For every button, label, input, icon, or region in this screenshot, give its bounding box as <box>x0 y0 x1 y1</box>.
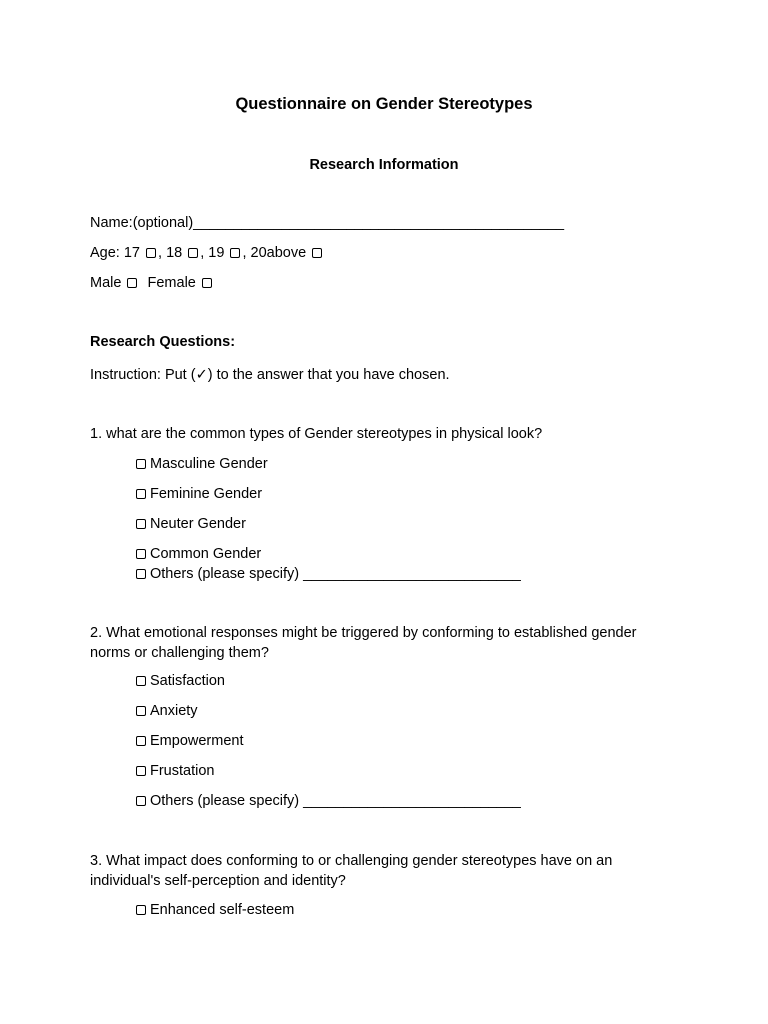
q1-option-3[interactable]: Neuter Gender <box>136 514 246 534</box>
q2-option-1[interactable]: Satisfaction <box>136 671 225 691</box>
q1-option-5[interactable]: Others (please specify) ___________________________ <box>136 564 521 584</box>
age-20above-checkbox[interactable] <box>312 248 322 258</box>
name-label: Name:(optional) <box>90 215 194 231</box>
checkbox-icon[interactable] <box>136 796 146 806</box>
age-17-checkbox[interactable] <box>146 248 156 258</box>
female-label: Female <box>147 275 196 291</box>
q1-option-1[interactable]: Masculine Gender <box>136 454 268 474</box>
age-19-label: , 19 <box>200 245 225 261</box>
male-checkbox[interactable] <box>127 278 137 288</box>
checkbox-icon[interactable] <box>136 766 146 776</box>
age-label: Age: 17 <box>90 245 140 261</box>
section-title-research-information: Research Information <box>309 157 459 173</box>
q1-option-4[interactable]: Common Gender <box>136 544 261 564</box>
checkbox-icon[interactable] <box>136 569 146 579</box>
female-checkbox[interactable] <box>202 278 212 288</box>
checkbox-icon[interactable] <box>136 706 146 716</box>
instruction-text: Instruction: Put (✓) to the answer that you have chosen. <box>90 367 450 383</box>
checkbox-icon[interactable] <box>136 736 146 746</box>
age-18-label: , 18 <box>158 245 183 261</box>
age-19-checkbox[interactable] <box>230 248 240 258</box>
male-label: Male <box>90 275 122 291</box>
age-20above-label: , 20above <box>242 245 307 261</box>
q2-option-4[interactable]: Frustation <box>136 761 214 781</box>
question-1-text: 1. what are the common types of Gender stereotypes in physical look? <box>90 426 543 442</box>
name-blank-line[interactable]: ______________________________________________ <box>193 215 565 231</box>
checkbox-icon[interactable] <box>136 459 146 469</box>
page-title: Questionnaire on Gender Stereotypes <box>235 95 533 113</box>
q2-option-5[interactable]: Others (please specify) ___________________________ <box>136 791 521 811</box>
checkbox-icon[interactable] <box>136 519 146 529</box>
research-questions-heading: Research Questions: <box>90 334 236 350</box>
checkbox-icon[interactable] <box>136 489 146 499</box>
q2-option-3[interactable]: Empowerment <box>136 731 243 751</box>
age-18-checkbox[interactable] <box>188 248 198 258</box>
checkbox-icon[interactable] <box>136 676 146 686</box>
gender-row <box>90 273 214 293</box>
q1-option-2[interactable]: Feminine Gender <box>136 484 262 504</box>
question-2-text: 2. What emotional responses might be triggered by conforming to established gender norms or challenging them? <box>90 625 637 661</box>
question-3-text: 3. What impact does conforming to or challenging gender stereotypes have on an individual's self-perception and identity? <box>90 853 613 889</box>
name-field-row <box>90 213 564 233</box>
checkbox-icon[interactable] <box>136 905 146 915</box>
checkbox-icon[interactable] <box>136 549 146 559</box>
q3-option-1[interactable]: Enhanced self-esteem <box>136 900 294 920</box>
age-row <box>90 243 324 263</box>
q2-option-2[interactable]: Anxiety <box>136 701 198 721</box>
